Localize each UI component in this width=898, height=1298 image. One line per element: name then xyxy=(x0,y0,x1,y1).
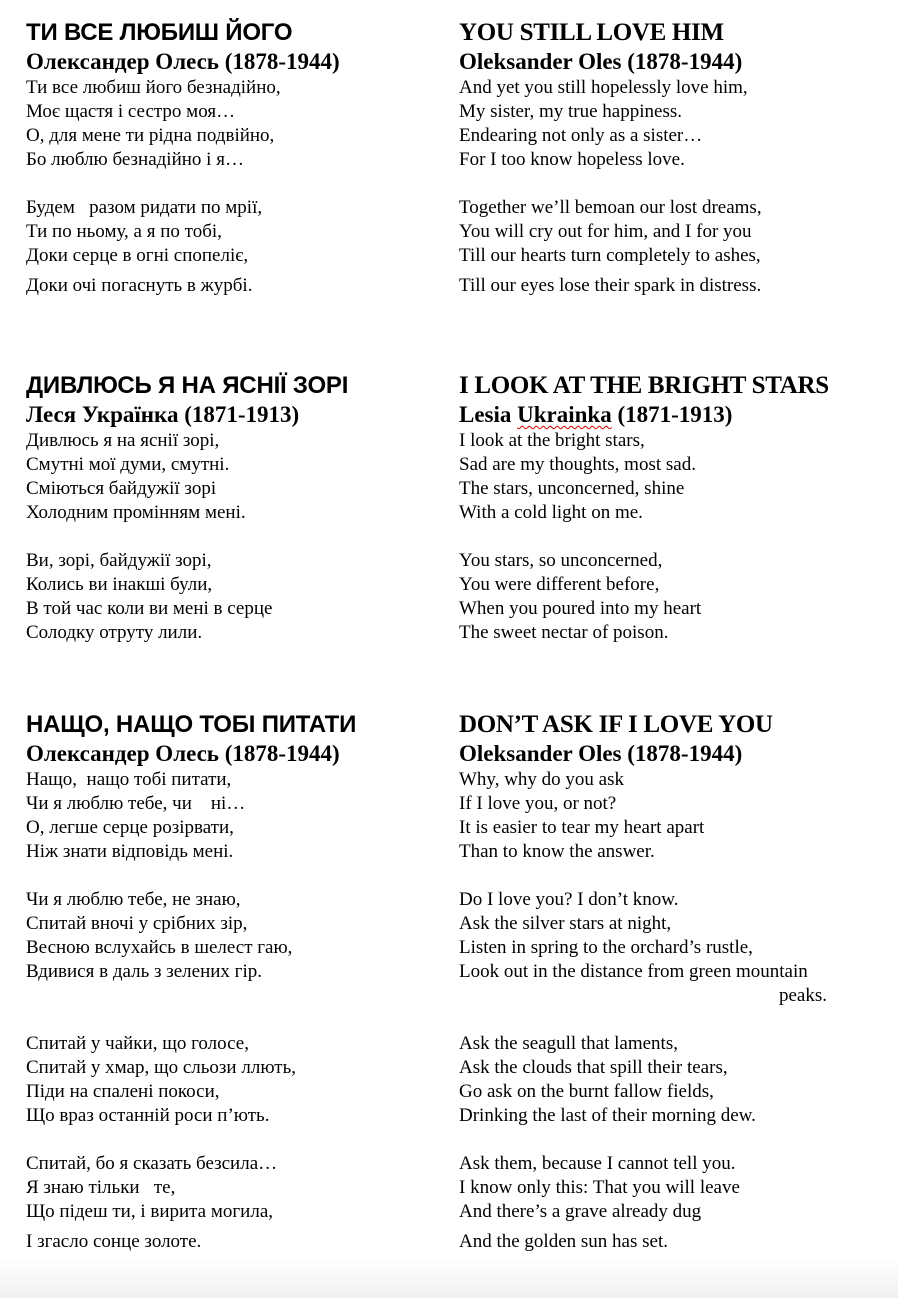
poem-2-english xyxy=(459,371,889,645)
verse-line: My sister, my true happiness. xyxy=(459,101,682,122)
verse-line: Дивлюсь я на яснії зорі, xyxy=(26,430,220,451)
verse-line: Why, why do you ask xyxy=(459,769,624,790)
stanza xyxy=(26,1032,456,1128)
poem-title: YOU STILL LOVE HIM xyxy=(459,19,724,46)
verse-line: Нащо, нащо тобі питати, xyxy=(26,769,232,790)
poem-3-ukrainian xyxy=(26,710,456,1254)
verse-line: Піди на спалені покоси, xyxy=(26,1081,220,1102)
verse-line: I look at the bright stars, xyxy=(459,430,645,451)
verse-line: If I love you, or not? xyxy=(459,793,617,814)
poem-title: I LOOK AT THE BRIGHT STARS xyxy=(459,372,829,399)
verse-line: Спитай, бо я сказать безсила… xyxy=(26,1153,278,1174)
verse-line: The stars, unconcerned, shine xyxy=(459,478,685,499)
verse-line: You were different before, xyxy=(459,574,660,595)
verse-line: And yet you still hopelessly love him, xyxy=(459,77,748,98)
stanza xyxy=(26,888,456,984)
poem-title: ДИВЛЮСЬ Я НА ЯСНІЇ ЗОРІ xyxy=(26,372,349,399)
verse-line: Я знаю тільки те, xyxy=(26,1177,176,1198)
stanza xyxy=(459,76,889,172)
verse-line: Чи я люблю тебе, чи ні… xyxy=(26,793,246,814)
poem-author: Леся Українка (1871-1913) xyxy=(26,402,300,427)
verse-line: Till our hearts turn completely to ashes, xyxy=(459,245,761,266)
verse-line: Бо люблю безнадійно і я… xyxy=(26,149,244,170)
verse-line: І згасло сонце золоте. xyxy=(26,1231,202,1252)
verse-line: You stars, so unconcerned, xyxy=(459,550,663,571)
verse-line: Ти все любиш його безнадійно, xyxy=(26,77,281,98)
verse-line: Ти по ньому, а я по тобі, xyxy=(26,221,222,242)
stanza xyxy=(26,429,456,525)
poem-title: НАЩО, НАЩО ТОБІ ПИТАТИ xyxy=(26,711,357,738)
verse-line: Що враз останній роси п’ють. xyxy=(26,1105,270,1126)
poem-author: Oleksander Oles (1878-1944) xyxy=(459,49,743,74)
verse-line: It is easier to tear my heart apart xyxy=(459,817,705,838)
stanza xyxy=(459,196,889,298)
verse-line: Look out in the distance from green mountain xyxy=(459,961,808,982)
verse-line: Till our eyes lose their spark in distress. xyxy=(459,275,762,296)
author-dates: (1871-1913) xyxy=(611,402,733,427)
verse-line: Спитай у хмар, що сльози ллють, xyxy=(26,1057,296,1078)
verse-line: В той час коли ви мені в серце xyxy=(26,598,273,619)
verse-line: Ніж знати відповідь мені. xyxy=(26,841,234,862)
verse-line: Do I love you? I don’t know. xyxy=(459,889,679,910)
verse-line: Будем разом ридати по мрії, xyxy=(26,197,263,218)
verse-line: Колись ви інакші були, xyxy=(26,574,213,595)
verse-line: Than to know the answer. xyxy=(459,841,655,862)
poem-author: Oleksander Oles (1878-1944) xyxy=(459,741,743,766)
stanza xyxy=(459,429,889,525)
stanza xyxy=(459,1032,889,1128)
poem-author: Олександер Олесь (1878-1944) xyxy=(26,49,340,74)
verse-line: Холодним промінням мені. xyxy=(26,502,246,523)
verse-line: Ask the clouds that spill their tears, xyxy=(459,1057,728,1078)
verse-line: Ask the seagull that laments, xyxy=(459,1033,678,1054)
verse-line: The sweet nectar of poison. xyxy=(459,622,669,643)
stanza xyxy=(26,768,456,864)
verse-line: Вдивися в даль з зелених гір. xyxy=(26,961,262,982)
verse-line: Sad are my thoughts, most sad. xyxy=(459,454,696,475)
verse-line: Go ask on the burnt fallow fields, xyxy=(459,1081,714,1102)
stanza xyxy=(26,76,456,172)
poem-3-english xyxy=(459,710,889,1254)
verse-line: Together we’ll bemoan our lost dreams, xyxy=(459,197,762,218)
poem-title: ТИ ВСЕ ЛЮБИШ ЙОГО xyxy=(26,19,293,46)
verse-line: Спитай у чайки, що голосе, xyxy=(26,1033,249,1054)
verse-line: О, легше серце розірвати, xyxy=(26,817,234,838)
verse-line: О, для мене ти рідна подвійно, xyxy=(26,125,275,146)
verse-line: Сміються байдужії зорі xyxy=(26,478,217,499)
verse-line: Моє щастя і сестро моя… xyxy=(26,101,236,122)
verse-line: Endearing not only as a sister… xyxy=(459,125,703,146)
verse-line: When you poured into my heart xyxy=(459,598,702,619)
verse-line: Ask the silver stars at night, xyxy=(459,913,672,934)
verse-line-continuation: peaks. xyxy=(778,985,827,1006)
verse-line: And the golden sun has set. xyxy=(459,1231,668,1252)
verse-line: Смутні мої думи, смутні. xyxy=(26,454,230,475)
stanza xyxy=(459,1152,889,1254)
verse-line: Listen in spring to the orchard’s rustle, xyxy=(459,937,753,958)
poem-title: DON’T ASK IF I LOVE YOU xyxy=(459,711,773,738)
stanza xyxy=(26,196,456,298)
verse-line: Спитай вночі у срібних зір, xyxy=(26,913,248,934)
poem-2-ukrainian xyxy=(26,371,456,645)
verse-line: Що підеш ти, і вирита могила, xyxy=(26,1201,274,1222)
stanza xyxy=(459,768,889,864)
poem-author xyxy=(459,401,889,429)
poem-1-english xyxy=(459,18,889,298)
spellcheck-flagged-word[interactable]: Ukrainka xyxy=(517,402,612,427)
stanza xyxy=(26,1152,456,1254)
verse-line: Доки очі погаснуть в журбі. xyxy=(26,275,253,296)
verse-line: And there’s a grave already dug xyxy=(459,1201,702,1222)
stanza xyxy=(459,549,889,645)
verse-line: With a cold light on me. xyxy=(459,502,643,523)
verse-line: Солодку отруту лили. xyxy=(26,622,203,643)
poem-1-ukrainian xyxy=(26,18,456,298)
verse-line: Ask them, because I cannot tell you. xyxy=(459,1153,736,1174)
page-bottom-shadow xyxy=(0,1258,898,1298)
author-first-name: Lesia xyxy=(459,402,518,427)
verse-line: Весною вслухайсь в шелест гаю, xyxy=(26,937,293,958)
poem-author: Олександер Олесь (1878-1944) xyxy=(26,741,340,766)
verse-line: Доки серце в огні спопеліє, xyxy=(26,245,249,266)
verse-line: I know only this: That you will leave xyxy=(459,1177,740,1198)
verse-line: You will cry out for him, and I for you xyxy=(459,221,752,242)
verse-line: Чи я люблю тебе, не знаю, xyxy=(26,889,241,910)
verse-line: For I too know hopeless love. xyxy=(459,149,685,170)
verse-line: Ви, зорі, байдужії зорі, xyxy=(26,550,212,571)
stanza xyxy=(26,549,456,645)
stanza xyxy=(459,888,889,1008)
verse-line: Drinking the last of their morning dew. xyxy=(459,1105,756,1126)
